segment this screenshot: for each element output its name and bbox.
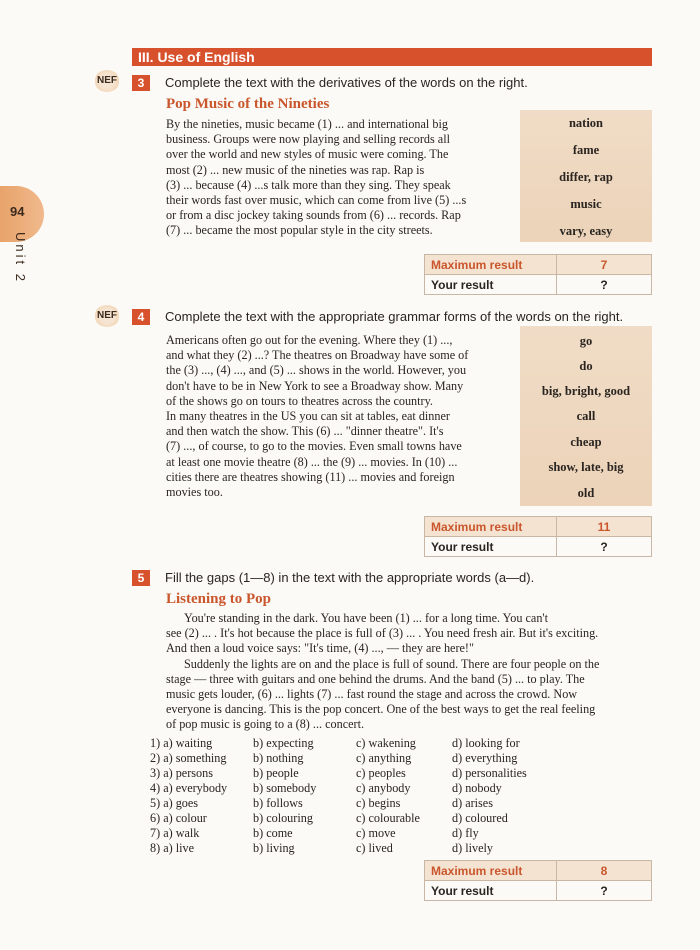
option-row: [150, 781, 562, 796]
option-b[interactable]: b) colouring: [253, 811, 313, 825]
text-line: By the nineties, music became (1) ... and international big: [166, 117, 448, 131]
option-c[interactable]: c) begins: [356, 796, 401, 810]
max-result-label: Maximum result: [425, 255, 557, 275]
option-row: [150, 811, 562, 826]
text-line: don't have to be in New York to see a Broadway show. Many: [166, 378, 464, 393]
exercise-title: Listening to Pop: [166, 591, 272, 607]
option-d[interactable]: d) personalities: [452, 766, 527, 780]
text-line: business. Groups were now playing and selling records all: [166, 132, 450, 147]
max-result-value: 7: [557, 255, 652, 275]
text-line: or from a disc jockey taking sounds from (6) ... records. Rap: [166, 208, 461, 223]
word-box: [520, 326, 652, 506]
text-line: In many theatres in the US you can sit at tables, eat dinner: [166, 409, 450, 424]
exercise-text: [166, 117, 506, 239]
max-result-label: Maximum result: [425, 517, 557, 537]
section-header: [132, 48, 652, 66]
text-line: at least one movie theatre (8) ... the (9) ... movies. In (10) ...: [166, 454, 458, 469]
text-line: over the world and new styles of music were coming. The: [166, 147, 449, 162]
nef-badge: NEF: [94, 70, 120, 92]
exercise-number: 4: [132, 309, 150, 325]
word-item: music: [570, 197, 602, 211]
text-line: (3) ... because (4) ...s talk more than they sing. They speak: [166, 177, 451, 192]
max-result-value: 11: [557, 517, 652, 537]
option-a[interactable]: 6) a) colour: [150, 811, 207, 825]
word-item: show, late, big: [548, 460, 624, 474]
text-line: see (2) ... . It's hot because the place is full of (3) ... . You need fresh air. But it's exciting.: [166, 626, 599, 641]
option-d[interactable]: d) arises: [452, 796, 493, 810]
option-a[interactable]: 7) a) walk: [150, 826, 200, 840]
option-b[interactable]: b) nothing: [253, 751, 304, 765]
word-item: fame: [572, 143, 600, 157]
text-line: of the shows go on tours to theatres across the country.: [166, 393, 433, 408]
exercise-instruction: Complete the text with the derivatives of the words on the right.: [165, 75, 528, 90]
your-result-value[interactable]: ?: [557, 275, 652, 295]
option-d[interactable]: d) looking for: [452, 736, 520, 750]
option-row: [150, 736, 562, 751]
option-a[interactable]: 1) a) waiting: [150, 736, 213, 750]
option-d[interactable]: d) everything: [452, 751, 518, 765]
exercise-text: [166, 333, 510, 500]
option-d[interactable]: d) fly: [452, 826, 479, 840]
text-line: and then watch the show. This (6) ... "dinner theatre". It's: [166, 424, 444, 439]
your-result-label: Your result: [425, 881, 557, 901]
text-line: Suddenly the lights are on and the place is full of sound. There are four people on the: [184, 656, 600, 671]
option-d[interactable]: d) nobody: [452, 781, 502, 795]
option-b[interactable]: b) come: [253, 826, 293, 840]
option-c[interactable]: c) anything: [356, 751, 412, 765]
word-item: go: [579, 334, 593, 348]
option-c[interactable]: c) move: [356, 826, 396, 840]
text-line: (7) ..., of course, to go to the movies. Even small towns have: [166, 439, 462, 454]
option-row: [150, 826, 562, 841]
option-a[interactable]: 3) a) persons: [150, 766, 213, 780]
word-item: call: [576, 409, 596, 423]
word-item: do: [579, 359, 593, 373]
option-row: [150, 766, 562, 781]
word-item: vary, easy: [559, 224, 613, 238]
exercise-number: 5: [132, 570, 150, 586]
your-result-label: Your result: [425, 275, 557, 295]
exercise-title: Pop Music of the Nineties: [166, 96, 330, 112]
exercise-instruction: Complete the text with the appropriate grammar forms of the words on the right.: [165, 309, 624, 324]
option-row: [150, 751, 562, 766]
exercise-text: [166, 611, 652, 733]
text-line: movies too.: [166, 485, 223, 500]
word-item: old: [577, 486, 595, 500]
max-result-value: 8: [557, 861, 652, 881]
exercise-number: 3: [132, 75, 150, 91]
page-number: 94: [10, 204, 25, 219]
score-table: [424, 254, 652, 295]
your-result-value[interactable]: ?: [557, 881, 652, 901]
option-a[interactable]: 2) a) something: [150, 751, 227, 765]
section-title: III. Use of English: [138, 49, 255, 65]
unit-label: Unit 2: [13, 232, 28, 284]
word-item: big, bright, good: [541, 384, 631, 398]
text-line: music gets louder, (6) ... lights (7) ... fast round the stage and across the crowd. Now: [166, 687, 578, 702]
option-c[interactable]: c) wakening: [356, 736, 416, 750]
text-line: And then a loud voice says: "It's time, (4) ..., — they are here!": [166, 641, 474, 656]
text-line: cities there are theatres showing (11) ... movies and foreign: [166, 469, 455, 484]
option-row: [150, 796, 562, 811]
exercise-instruction: Fill the gaps (1—8) in the text with the appropriate words (a—d).: [165, 570, 535, 585]
option-b[interactable]: b) follows: [253, 796, 303, 810]
score-table: [424, 516, 652, 557]
text-line: their words fast over music, which can come from live (5) ...s: [166, 193, 467, 208]
answer-options: [150, 736, 562, 856]
word-item: nation: [568, 116, 604, 130]
text-line: stage — three with guitars and one behind the drums. And the band (5) ... to play. The: [166, 671, 585, 686]
option-a[interactable]: 8) a) live: [150, 841, 194, 855]
text-line: of pop music is going to a (8) ... concert.: [166, 717, 365, 732]
text-line: (7) ... became the most popular style in the city streets.: [166, 223, 433, 238]
option-b[interactable]: b) somebody: [253, 781, 317, 795]
option-b[interactable]: b) expecting: [253, 736, 314, 750]
text-line: most (2) ... new music of the nineties was rap. Rap is: [166, 162, 425, 177]
option-c[interactable]: c) lived: [356, 841, 393, 855]
nef-badge: NEF: [94, 305, 120, 327]
word-item: cheap: [570, 435, 602, 449]
max-result-label: Maximum result: [425, 861, 557, 881]
word-item: differ, rap: [559, 170, 613, 184]
option-a[interactable]: 5) a) goes: [150, 796, 199, 810]
option-row: [150, 841, 562, 856]
option-b[interactable]: b) living: [253, 841, 295, 855]
option-a[interactable]: 4) a) everybody: [150, 781, 228, 795]
option-c[interactable]: c) peoples: [356, 766, 406, 780]
your-result-label: Your result: [425, 537, 557, 557]
text-line: everyone is dancing. This is the pop concert. One of the best ways to get the real feeling: [166, 702, 596, 717]
score-table: [424, 860, 652, 901]
your-result-value[interactable]: ?: [557, 537, 652, 557]
option-d[interactable]: d) coloured: [452, 811, 508, 825]
option-b[interactable]: b) people: [253, 766, 299, 780]
text-line: Americans often go out for the evening. Where they (1) ...,: [166, 333, 453, 347]
text-line: the (3) ..., (4) ..., and (5) ... shows in the world. However, you: [166, 363, 467, 378]
text-line: and what they (2) ...? The theatres on Broadway have some of: [166, 348, 469, 363]
option-c[interactable]: c) colourable: [356, 811, 420, 825]
option-d[interactable]: d) lively: [452, 841, 493, 855]
word-box: [520, 110, 652, 242]
text-line: You're standing in the dark. You have been (1) ... for a long time. You can't: [184, 611, 548, 625]
option-c[interactable]: c) anybody: [356, 781, 411, 795]
